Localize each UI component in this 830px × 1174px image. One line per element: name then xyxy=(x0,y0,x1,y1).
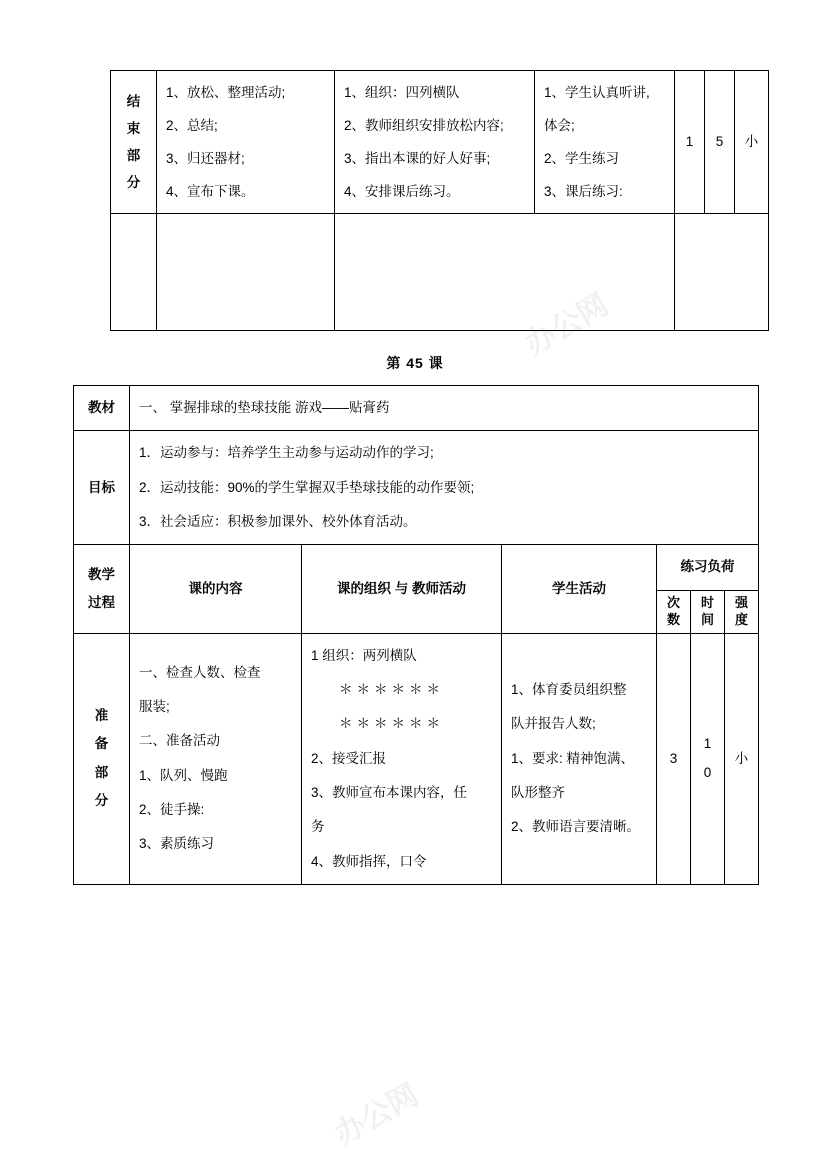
table-row-header xyxy=(74,545,759,590)
cell-organization: 1、组织：四列横队 2、教师组织安排放松内容; 3、指出本课的好人好事; 4、安排课后练习。 xyxy=(335,71,535,214)
table-row xyxy=(111,71,769,214)
header-course-content: 课的内容 xyxy=(130,545,302,633)
cell-prepare-intensity: 小 xyxy=(725,633,759,884)
header-practice-load: 练习负荷 xyxy=(657,545,759,590)
cell-empty-2 xyxy=(157,214,335,331)
cell-student-activity: 1、学生认真听讲, 体会; 2、学生练习 3、课后练习: xyxy=(535,71,675,214)
header-course-organization: 课的组织 与 教师活动 xyxy=(302,545,502,633)
lesson-plan-table-main xyxy=(73,385,759,885)
header-intensity: 强 度 xyxy=(725,590,759,633)
cell-prepare-student: 1、体育委员组织整 队并报告人数; 1、要求: 精神饱满、 队形整齐 2、教师语言要清晰。 xyxy=(502,633,657,884)
table-row-empty xyxy=(111,214,769,331)
cell-empty-3 xyxy=(335,214,675,331)
cell-content: 1、放松、整理活动; 2、总结; 3、归还器材; 4、宣布下课。 xyxy=(157,71,335,214)
page-title: 第 45 课 xyxy=(386,355,444,371)
table-row-goals xyxy=(74,431,759,545)
header-count: 次 数 xyxy=(657,590,691,633)
cell-material-value: 一、 掌握排球的垫球技能 游戏——贴膏药 xyxy=(130,386,759,431)
table-row-prepare xyxy=(74,633,759,884)
watermark-1: 办公网 xyxy=(519,288,614,362)
cell-count: 1 xyxy=(675,71,705,214)
cell-empty-1 xyxy=(111,214,157,331)
cell-goals: 1．运动参与：培养学生主动参与运动动作的学习; 2．运动技能：90%的学生掌握双手垫球技能的动作要领; 3．社会适应：积极参加课外、校外体育活动。 xyxy=(130,431,759,545)
lesson-plan-table-top xyxy=(110,70,769,331)
cell-intensity: 小 xyxy=(735,71,769,214)
row-label-end-part: 结 束 部 分 xyxy=(111,71,157,214)
cell-empty-4 xyxy=(675,214,769,331)
cell-time: 5 xyxy=(705,71,735,214)
header-time: 时 间 xyxy=(691,590,725,633)
cell-prepare-time: 1 0 xyxy=(691,633,725,884)
cell-prepare-organization: 1 组织：两列横队 ＊＊＊＊＊＊ ＊＊＊＊＊＊ 2、接受汇报 3、教师宣布本课内容，任 务 4、教师指挥，口令 xyxy=(302,633,502,884)
cell-prepare-count: 3 xyxy=(657,633,691,884)
row-label-prepare-part: 准 备 部 分 xyxy=(74,633,130,884)
table-row-material xyxy=(74,386,759,431)
cell-prepare-content: 一、检查人数、检查 服装; 二、准备活动 1、队列、慢跑 2、徒手操: 3、素质练习 xyxy=(130,633,302,884)
label-material: 教材 xyxy=(74,386,130,431)
watermark-2: 办公网 xyxy=(329,1078,424,1152)
label-teaching-process: 教学 过程 xyxy=(74,545,130,633)
header-student-activity: 学生活动 xyxy=(502,545,657,633)
label-goals: 目标 xyxy=(74,431,130,545)
